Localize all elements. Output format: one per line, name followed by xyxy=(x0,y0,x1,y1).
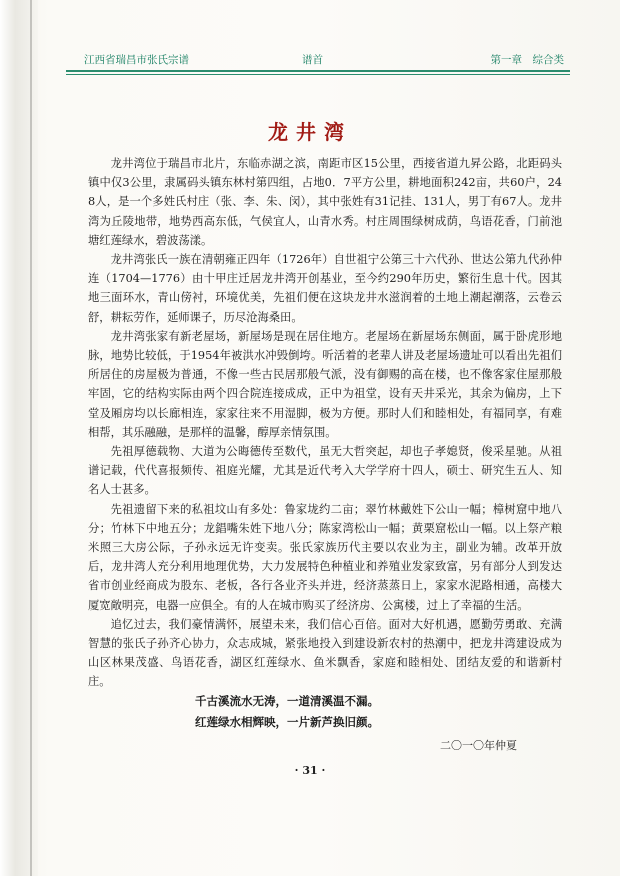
header-left: 江西省瑞昌市张氏宗谱 xyxy=(84,54,189,66)
paragraph: 龙井湾张氏一族在清朝雍正四年（1726年）自世祖宁公第三十六代孙、世达公第九代孙仲连（1704—1776）由十甲庄迁居龙井湾开创基业，至今约290年历史，繁衍生息十代。因其地三面环水，青山傍衬，环境优美，先祖们便在这块龙井水滋润着的土地上潮起潮落，云卷云舒，耕耘劳作，延师课子，历尽沧海桑田。 xyxy=(88,253,562,324)
paragraph: 追忆过去，我们豪情满怀，展望未来，我们信心百倍。面对大好机遇，愿勤劳勇敢、充满智慧的张氏子孙齐心协力，众志成城，紧张地投入到建设新农村的热潮中，把龙井湾建设成为山区林果茂盛、鸟语花香，湖区红莲绿水、鱼米飘香，家庭和睦相处、团结友爱的和谐新村庄。 xyxy=(88,617,562,689)
paragraph: 龙井湾张家有新老屋场，新屋场是现在居住地方。老屋场在新屋场东侧面，属于卧虎形地脉，地势比较低，于1954年被洪水冲毁倒垮。听活着的老辈人讲及老屋场遗址可以看出先祖们所居住的房屋极为普通，不像一些古民居那般气派，没有御赐的高在楼，也不像客家住屋那般牢固，它的结构实际由两个四合院连接成成，正中为祖堂，设有天井采光，其余为偏房，上下堂及厢房均以长廊相连，家家往来不用湿脚，极为方便。那时人们和睦相处，有福同享，有难相帮，其乐融融，是那样的温馨，醇厚亲情氛围。 xyxy=(88,329,562,439)
header-right: 第一章 综合类 xyxy=(490,54,564,66)
page-number: · 31 · xyxy=(294,764,326,777)
header-rule-thick xyxy=(66,70,570,72)
paragraph: 先祖厚德载物、大道为公晦德传至数代，虽无大哲突起，却也子孝媳贤，俊采星驰。从祖谱记载，代代喜报频传、祖庭光耀，尤其是近代考入大学学府十四人，硕士、研究生五人、知名人士甚多。 xyxy=(88,445,562,497)
header-center: 谱首 xyxy=(302,54,323,66)
page-title: 龙井湾 xyxy=(268,120,352,144)
article-body xyxy=(88,154,562,692)
running-header xyxy=(66,52,570,70)
poem-line-2: 红莲绿水相辉映，一片新芦换旧颜。 xyxy=(195,715,379,729)
signature-date: 二〇一〇年仲夏 xyxy=(440,739,517,752)
header-rule-thin xyxy=(66,74,570,75)
paragraph: 龙井湾位于瑞昌市北片，东临赤湖之滨，南距市区15公里，西接省道九昇公路，北距码头镇中仅3公里，隶属码头镇东林村第四组，占地0．7平方公里，耕地面积242亩，共60户，248人，是一个多姓氏村庄（张、李、朱、闵），其中张姓有31记挂、131人，男丁有67人。龙井湾为丘陵地带，地势西高东低，气侯宜人，山青水秀。村庄周围绿树成荫，鸟语花香，门前池塘红莲绿水，碧波荡漾。 xyxy=(88,157,562,247)
poem-line-1: 千古溪流水无涛，一道清溪温不漏。 xyxy=(195,694,379,708)
paragraph: 先祖遗留下来的私祖坟山有多处：鲁家垅约二亩；翠竹林戴姓下公山一幅；樟树窟中地八分；竹林下中地五分；龙錩嘴朱姓下地八分；陈家湾松山一幅；黄栗窟松山一幅。以上祭产粮米照三大房公际，子孙永远无许变卖。张氏家族历代主要以农业为主，副业为辅。改革开放后，龙井湾人充分利用地理优势，大力发展特色种植业和养殖业发家致富，另有部分人到发达省市创业经商成为股东、老板，各行各业齐头并进，经济蒸蒸日上，家家水泥路相通，高楼大厦宽敞明亮，电器一应俱全。有的人在城市购买了经济房、公寓楼，过上了幸福的生活。 xyxy=(88,502,562,612)
